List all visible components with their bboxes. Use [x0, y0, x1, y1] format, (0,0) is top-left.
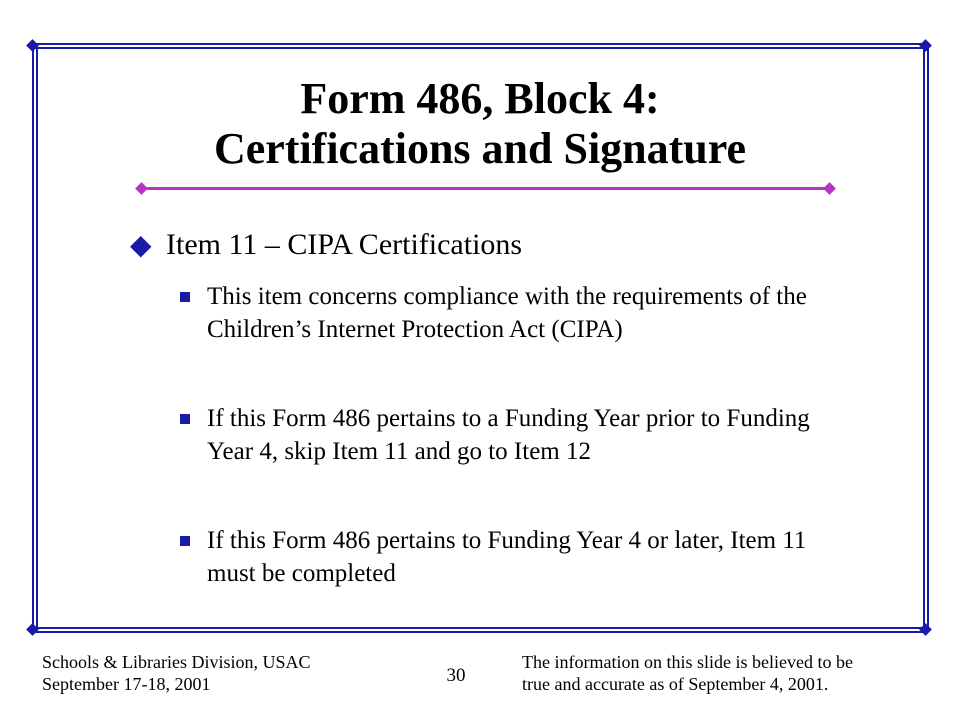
slide-title-line-1: Form 486, Block 4:	[300, 74, 660, 123]
sub-bullet	[180, 524, 860, 590]
slide-title-line-2: Certifications and Signature	[213, 124, 747, 173]
sub-bullet-text: This item concerns compliance with the requirements of the Children’s Internet Protection Act (CIPA)	[207, 283, 807, 343]
square-bullet-icon	[180, 536, 190, 546]
sub-bullet	[180, 402, 860, 468]
page-number: 30	[446, 665, 466, 686]
sub-bullet-text: If this Form 486 pertains to Funding Year 4 or later, Item 11 must be completed	[207, 527, 807, 587]
frame-bottom-line-inner	[32, 631, 928, 633]
slide-title	[0, 74, 960, 174]
diamond-bullet-icon: ◆	[130, 230, 152, 261]
main-bullet-text: Item 11 – CIPA Certifications	[166, 228, 523, 261]
title-underline	[141, 187, 829, 190]
sub-bullet	[180, 280, 860, 346]
square-bullet-icon	[180, 292, 190, 302]
frame-corner-bottom-right-icon	[919, 623, 932, 636]
footer-left	[42, 651, 311, 695]
frame-top-line-inner	[32, 47, 928, 49]
title-underline-right-dot-icon	[823, 182, 836, 195]
footer-right	[522, 651, 853, 695]
footer-date: September 17-18, 2001	[42, 674, 211, 694]
main-bullet	[130, 226, 522, 265]
title-underline-left-dot-icon	[135, 182, 148, 195]
frame-corner-top-right-icon	[919, 39, 932, 52]
frame-bottom-line	[32, 627, 928, 629]
frame-top-line	[32, 43, 928, 45]
square-bullet-icon	[180, 414, 190, 424]
sub-bullet-text: If this Form 486 pertains to a Funding Year prior to Funding Year 4, skip Item 11 and go to Item 12	[207, 405, 810, 465]
footer-disclaimer-line-1: The information on this slide is believed to be	[522, 652, 853, 672]
footer-disclaimer-line-2: true and accurate as of September 4, 2001.	[522, 674, 829, 694]
footer-organization: Schools & Libraries Division, USAC	[42, 652, 311, 672]
